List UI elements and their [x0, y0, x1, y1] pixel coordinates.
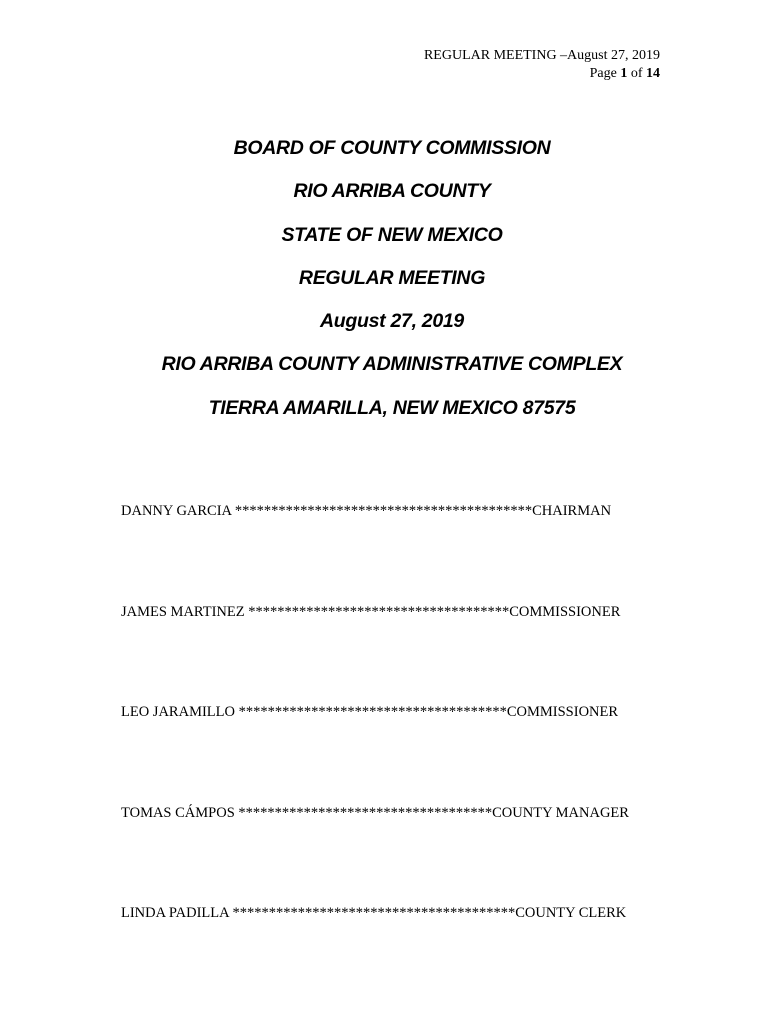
page-prefix: Page [589, 66, 621, 81]
roster-row [121, 500, 629, 601]
roster-name: DANNY GARCIA [121, 503, 232, 519]
roster-leader: ***************************************** [231, 503, 533, 519]
page-of: of [627, 66, 646, 81]
title-board: BOARD OF COUNTY COMMISSION [233, 137, 551, 159]
title-state: STATE OF NEW MEXICO [281, 223, 503, 246]
roster-role: COUNTY MANAGER [492, 804, 629, 821]
roster-role: CHAIRMAN [532, 503, 612, 519]
roster-role: COMMISSIONER [506, 704, 619, 720]
roster-row [121, 601, 629, 702]
roster-name: JAMES MARTINEZ [121, 603, 245, 620]
roster-name: LINDA PADILLA [121, 905, 229, 921]
document-title-block [0, 133, 770, 436]
roster-leader: ************************************* [234, 704, 507, 720]
title-date: August 27, 2019 [320, 310, 464, 333]
roster-leader: *********************************** [234, 804, 493, 821]
roster-row [121, 902, 629, 1003]
title-county: RIO ARRIBA COUNTY [293, 180, 491, 203]
title-location: TIERRA AMARILLA, NEW MEXICO 87575 [208, 396, 576, 419]
title-meeting-type: REGULAR MEETING [298, 266, 486, 289]
attendance-roster [121, 500, 629, 1003]
page-header [424, 47, 660, 83]
roster-row [121, 802, 629, 903]
roster-name: TOMAS CÁMPOS [121, 804, 235, 821]
meeting-date-line: REGULAR MEETING –August 27, 2019 [423, 48, 660, 63]
roster-role: COUNTY CLERK [515, 905, 627, 921]
roster-role: COMMISSIONER [509, 603, 621, 620]
title-venue: RIO ARRIBA COUNTY ADMINISTRATIVE COMPLEX [161, 353, 623, 376]
page-number-line [424, 65, 660, 83]
page-total: 14 [646, 66, 660, 81]
roster-name: LEO JARAMILLO [121, 704, 235, 720]
page-current: 1 [620, 66, 628, 81]
roster-leader: *************************************** [228, 905, 516, 921]
roster-row [121, 701, 629, 802]
roster-leader: ************************************ [244, 603, 510, 620]
